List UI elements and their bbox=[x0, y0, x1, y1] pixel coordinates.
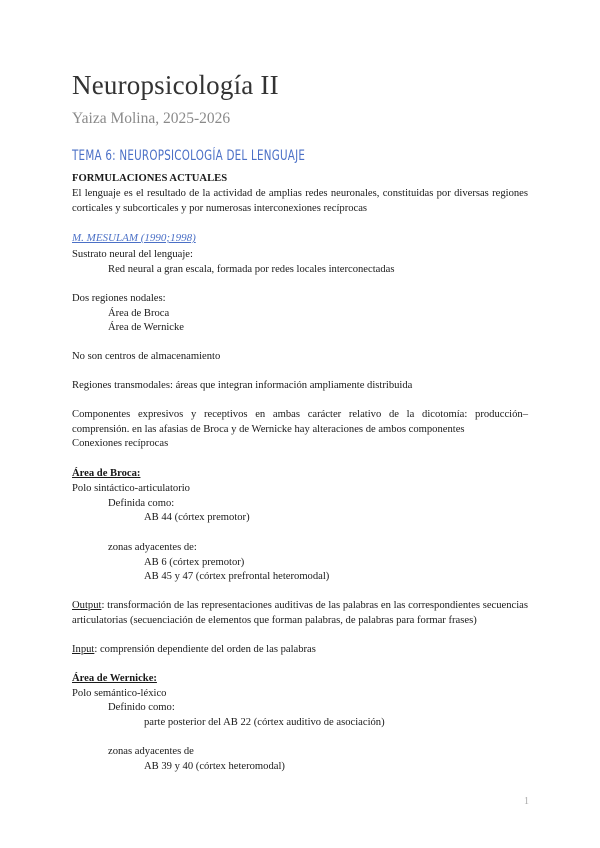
document-subtitle: Yaiza Molina, 2025-2026 bbox=[72, 110, 231, 127]
regiones-label: Dos regiones nodales: bbox=[72, 293, 166, 304]
broca-adyacente-1: AB 6 (córtex premotor) bbox=[144, 557, 245, 568]
formulaciones-text: El lenguaje es el resultado de la actividad de amplias redes neuronales, constituidas por diversas regiones corticales y subcorticales y por numerosas interconexiones recíprocas bbox=[72, 188, 528, 214]
section-heading: TEMA 6: NEUROPSICOLOGÍA DEL LENGUAJE bbox=[72, 148, 306, 164]
input-label: Input bbox=[72, 644, 95, 655]
input-text: : comprensión dependiente del orden de las palabras bbox=[94, 644, 316, 655]
mesulam-author: M. MESULAM (1990;1998) bbox=[72, 232, 196, 244]
transmodales-text: Regiones transmodales: áreas que integran información ampliamente distribuida bbox=[72, 380, 413, 391]
output-label: Output bbox=[72, 600, 102, 611]
region-broca: Área de Broca bbox=[108, 308, 170, 319]
broca-heading: Área de Broca: bbox=[72, 468, 141, 479]
broca-polo: Polo sintáctico-articulatorio bbox=[72, 483, 190, 494]
broca-adyacentes-label: zonas adyacentes de: bbox=[108, 542, 197, 553]
componentes-text: Componentes expresivos y receptivos en ambas carácter relativo de la dicotomía: producción–comprensión. en las afasias de Broca y de Wernicke hay alteraciones de ambos componentes bbox=[72, 409, 528, 435]
no-centros-text: No son centros de almacenamiento bbox=[72, 351, 221, 362]
wernicke-adyacentes-label: zonas adyacentes de bbox=[108, 746, 194, 757]
wernicke-definido-value: parte posterior del AB 22 (córtex auditivo de asociación) bbox=[144, 717, 385, 728]
broca-adyacente-2: AB 45 y 47 (córtex prefrontal heteromodal) bbox=[144, 571, 330, 582]
sustrato-label: Sustrato neural del lenguaje: bbox=[72, 249, 193, 260]
broca-definida-label: Definida como: bbox=[108, 498, 175, 509]
page-number: 1 bbox=[524, 796, 529, 807]
wernicke-polo: Polo semántico-léxico bbox=[72, 688, 167, 699]
broca-output bbox=[72, 598, 528, 628]
wernicke-adyacente-1: AB 39 y 40 (córtex heteromodal) bbox=[144, 761, 285, 772]
document-title: Neuropsicología II bbox=[72, 70, 279, 100]
conexiones-text: Conexiones recíprocas bbox=[72, 438, 169, 449]
wernicke-heading: Área de Wernicke: bbox=[72, 673, 157, 684]
sustrato-value: Red neural a gran escala, formada por redes locales interconectadas bbox=[108, 264, 395, 275]
formulaciones-heading: FORMULACIONES ACTUALES bbox=[72, 173, 228, 184]
output-text: : transformación de las representaciones auditivas de las palabras en las correspondientes secuencias articulatorias (secuenciación de elementos que forman palabras, de palabras para formar frases) bbox=[72, 600, 528, 626]
wernicke-definido-label: Definido como: bbox=[108, 702, 175, 713]
broca-input bbox=[72, 642, 316, 657]
broca-definida-value: AB 44 (córtex premotor) bbox=[144, 512, 250, 523]
region-wernicke: Área de Wernicke bbox=[108, 322, 185, 333]
